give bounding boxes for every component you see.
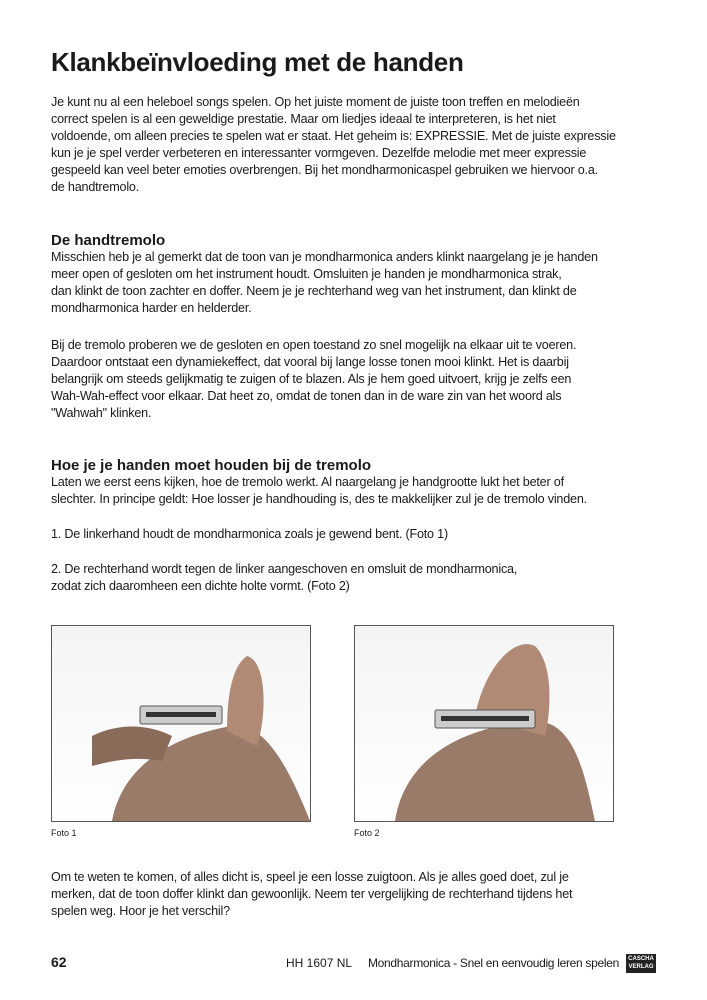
intro-paragraph [51,94,616,196]
section-heading-handtremolo: De handtremolo [51,232,166,249]
text-line: Om te weten te komen, of alles dicht is, speel je een losse zuigtoon. Als je alles goed doet, zul je [51,870,569,884]
publisher-logo: CASCHA VERLAG [626,954,656,973]
footer-book-title: Mondharmonica - Snel en eenvoudig leren spelen [367,956,619,970]
text-line: Misschien heb je al gemerkt dat de toon van je mondharmonica anders klinkt naargelang je je handen [51,250,598,264]
text-line: spelen weg. Hoor je het verschil? [51,904,230,918]
section-heading-hands: Hoe je je handen moet houden bij de tremolo [51,457,372,474]
page-title: Klankbeïnvloeding met de handen [51,47,464,77]
photo-2-caption: Foto 2 [354,828,380,838]
step-2 [51,561,517,595]
text-line: voldoende, om alleen precies te spelen wat er staat. Het geheim is: EXPRESSIE. Met de juiste expressie [51,129,616,143]
text-line: de handtremolo. [51,180,140,194]
step-1: 1. De linkerhand houdt de mondharmonica zoals je gewend bent. (Foto 1) [51,527,448,541]
text-line: Bij de tremolo proberen we de gesloten en open toestand zo snel mogelijk na elkaar uit te voeren. [51,338,577,352]
photo-1-caption: Foto 1 [51,828,77,838]
text-line: "Wahwah" klinken. [51,406,152,420]
photo-1 [51,625,311,822]
text-line: Je kunt nu al een heleboel songs spelen. Op het juiste moment de juiste toon treffen en melodieën [51,95,580,109]
text-line: 2. De rechterhand wordt tegen de linker aangeschoven en omsluit de mondharmonica, [51,562,518,576]
footer-code: HH 1607 NL [286,956,353,970]
closing-paragraph [51,869,572,920]
text-line: slechter. In principe geldt: Hoe losser je handhouding is, des te makkelijker zul je de tremolo vinden. [51,492,587,506]
photo-2 [354,625,614,822]
text-line: mondharmonica harder en helderder. [51,301,252,315]
text-line: correct spelen is al een geweldige prestatie. Maar om liedjes ideaal te interpreteren, is het niet [51,112,556,126]
page-number: 62 [51,954,67,970]
text-line: zodat zich daaromheen een dichte holte vormt. (Foto 2) [51,579,350,593]
text-line: merken, dat de toon doffer klinkt dan gewoonlijk. Neem ter vergelijking de rechterhand tijdens het [51,887,573,901]
text-line: meer open of gesloten om het instrument houdt. Omsluiten je handen je mondharmonica strak, [51,267,562,281]
harmonica-hand-photo-2 [355,626,613,821]
text-line: gespeeld kan veel beter emoties overbrengen. Bij het mondharmonicaspel gebruiken we hiervoor o.a. [51,163,598,177]
text-line: Daardoor ontstaat een dynamiekeffect, dat vooral bij lange losse tonen mooi klinkt. Het is daarbij [51,355,569,369]
harmonica-hand-photo-1 [52,626,310,821]
text-line: Wah-Wah-effect voor elkaar. Dat heet zo, omdat de tonen dan in de ware zin van het woord als [51,389,562,403]
text-line: belangrijk om steeds gelijkmatig te zuigen of te blazen. Als je hem goed uitvoert, krijg je zelfs een [51,372,572,386]
text-line: kun je je spel verder verbeteren en interessanter vormgeven. Dezelfde melodie met meer expressie [51,146,587,160]
handtremolo-paragraph-1 [51,249,598,317]
text-line: Laten we eerst eens kijken, hoe de tremolo werkt. Al naargelang je handgrootte lukt het beter of [51,475,564,489]
hands-paragraph [51,474,587,508]
handtremolo-paragraph-2 [51,337,576,422]
text-line: dan klinkt de toon zachter en doffer. Neem je je rechterhand weg van het instrument, dan klinkt de [51,284,577,298]
